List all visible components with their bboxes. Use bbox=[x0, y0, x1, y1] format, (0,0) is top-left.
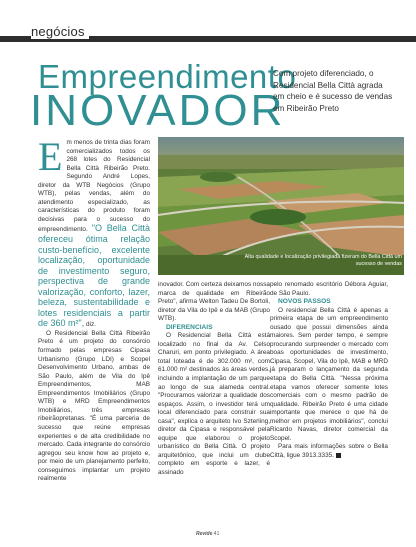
column-3-paragraph-3 bbox=[270, 443, 388, 460]
column-1-paragraph-2: O Residencial Bella Città Ribeirão Preto é um projeto do consórcio formado pelas empresas Cipasa Urbanismo (Grupo LDI) e Scopel Desenvolvimento Urbano, ambas de São Paulo, além de Vila do Ipê Empreendimentos, MAB Empreendimentos Imobiliários (Grupo WTB) e MRD Empreendimentos Imobiliários, três empresas ribeirãopretanas. "É uma parceria de sucesso que reúne empresas experientes e de alta credibilidade no mercado. Cada integrante do consórcio agregou seu know how ao projeto e, por meio de um planejamento perfeito, conseguimos implantar um projeto realmente bbox=[38, 329, 150, 483]
drop-cap: E bbox=[38, 134, 63, 179]
column-2-paragraph-2: O Residencial Bella Città está localizado no final da Av. Celso Charuri, em ponto privilegiado. A área total loteada é de 302.000 m², com 61.000 m² destinados às áreas verdes, incluindo a implantação de um parque ao longo de sua alameda central. "Procuramos valorizar a qualidade dos espaços. Assim, o investidor terá um local diferenciado para construir sua casa", explica o arquiteto Ivo Szterling, diretor da Cipasa e responsável pela equipe que elaborou o projeto urbanístico do Bella Città. O projeto arquitetônico, que inclui um clube completo em esporte e lazer, é assinado bbox=[158, 332, 270, 477]
column-1-text: m menos de trinta dias foram comercializados todos os 268 lotes do Residencial Bella Città Ribeirão Preto. Segundo André Lopes, diretor da WTB Negócios (Grupo WTB), pelas vendas, além do atendimento especializado, as características do produto foram decisivas para o sucesso do empreendimento. bbox=[38, 139, 150, 234]
column-2-paragraph-1: inovador. Com certeza deixamos nossa marca de qualidade em Ribeirão Preto", afirma Welton Tadeu De Bortoli, diretor da Vila do Ipê e da MAB (Grupo WTB). bbox=[158, 281, 270, 323]
column-3-paragraph-2: O residencial Bella Città é apenas a primeira etapa de um empreendimento ousado que possui dimensões ainda maiores. Sem perder tempo, e sempre procurando surpreender o mercado com boas oportunidades de investimento, Cipasa, Scopel, Vila do Ipê, MAB e MRD já preparam o lançamento da segunda etapa do Bella Città. "Nessa próxima etapa vamos oferecer somente lotes comerciais com o mesmo padrão de qualidade. Ribeirão Preto é uma cidade importante que merece o que há de melhor em projetos imobiliários", conclui Ricardo Navas, diretor comercial da Scopel. bbox=[270, 306, 388, 442]
page-number: 41 bbox=[213, 531, 220, 537]
column-1-paragraph-1 bbox=[38, 134, 150, 330]
subheading-diferenciais: DIFERENCIAIS bbox=[166, 323, 213, 331]
pull-quote: "O Bella Città ofereceu ótima relação custo-benefício, excelente localização, oportunidade de investimento seguro, perspectiva de grande valorização, conforto, lazer, beleza, sustentabilidade e lotes residenciais a partir de 360 m²", bbox=[38, 223, 150, 329]
headline-line2: INOVADOR bbox=[30, 86, 286, 135]
subheading-novos-passos: NOVOS PASSOS bbox=[278, 298, 331, 306]
headline-line1: Empreendimento bbox=[38, 58, 297, 95]
section-label: negócios bbox=[31, 24, 89, 39]
contact-text: Para mais informações sobre o Bella Città, ligue 3913.3335. bbox=[270, 443, 388, 459]
footer-brand: Revide bbox=[196, 531, 213, 537]
column-2 bbox=[158, 281, 270, 478]
end-mark-icon bbox=[336, 453, 341, 458]
column-3 bbox=[270, 281, 388, 460]
deck-subtitle: Com projeto diferenciado, o Residencial Bella Città agrada em cheio e é sucesso de vendas em Ribeirão Preto bbox=[273, 69, 393, 113]
column-3-paragraph-1: pelo renomado escritório Débora Aguiar, de São Paulo. bbox=[270, 281, 388, 297]
pull-quote-tail: diz. bbox=[84, 321, 96, 329]
column-1 bbox=[38, 134, 150, 484]
photo-caption: Alta qualidade e localização privilegiada fizeram do Bella Città um sucesso de vendas bbox=[244, 254, 402, 267]
page-footer bbox=[196, 531, 219, 537]
